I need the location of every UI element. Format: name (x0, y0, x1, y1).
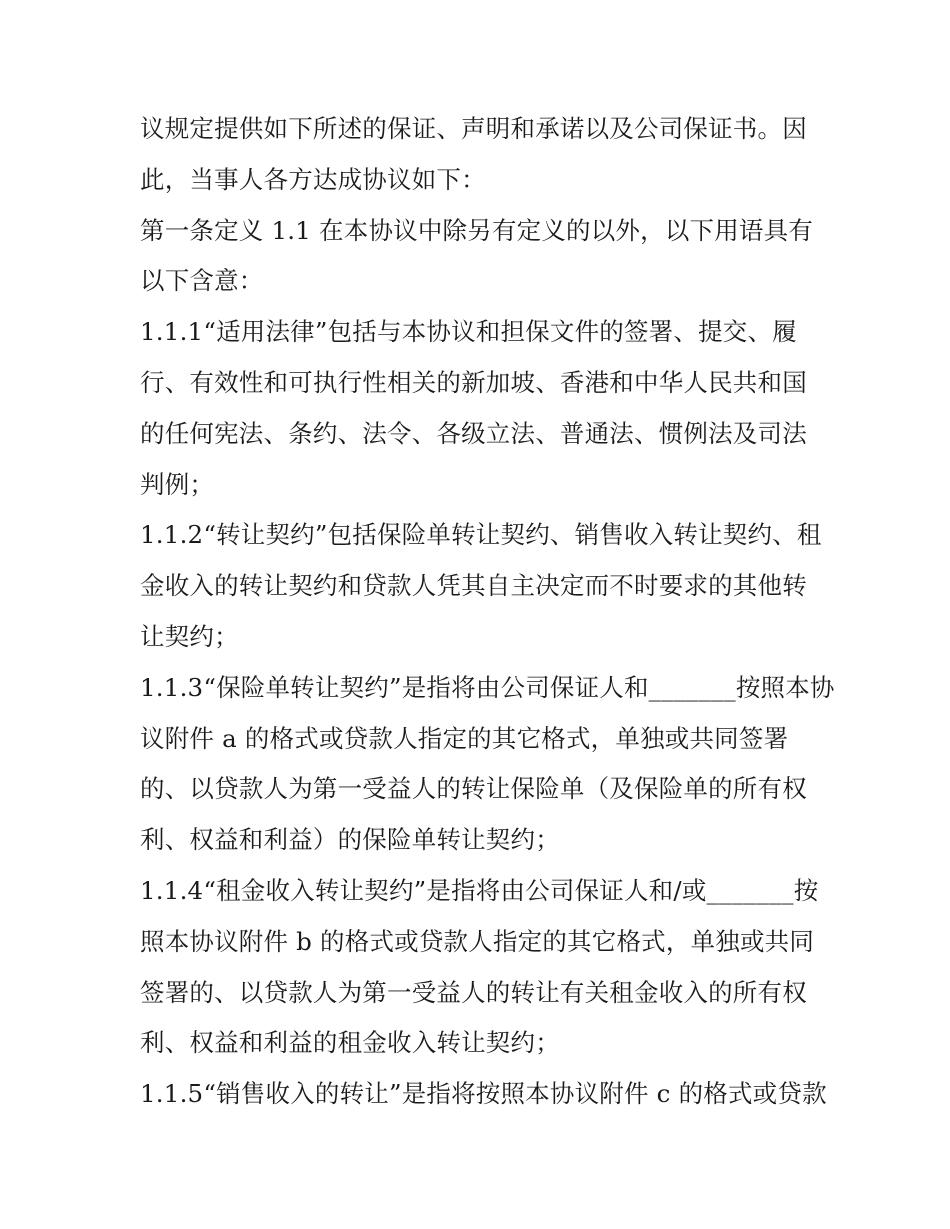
text-line-6: 行、有效性和可执行性相关的新加坡、香港和中华人民共和国 (140, 367, 807, 397)
text-line-8: 判例； (140, 469, 215, 499)
text-line-18: 签署的、以贷款人为第一受益人的转让有关租金收入的所有权 (140, 977, 807, 1007)
text-line-1: 议规定提供如下所述的保证、声明和承诺以及公司保证书。因 (140, 114, 807, 143)
text-line-7: 的任何宪法、条约、法令、各级立法、普通法、惯例法及司法 (140, 418, 807, 448)
text-line-14: 的、以贷款人为第一受益人的转让保险单（及保险单的所有权 (140, 774, 807, 804)
text-line-13: 议附件 a 的格式或贷款人指定的其它格式，单独或共同签署 (140, 723, 789, 753)
text-line-15: 利、权益和利益）的保险单转让契约； (140, 825, 560, 855)
text-line-10: 金收入的转让契约和贷款人凭其自主决定而不时要求的其他转 (140, 571, 807, 601)
document-body-text (140, 104, 835, 1120)
text-line-5: 1.1.1“适用法律”包括与本协议和担保文件的签署、提交、履 (140, 317, 797, 347)
text-line-19: 利、权益和利益的租金收入转让契约； (140, 1028, 560, 1058)
text-line-3: 第一条定义 1.1 在本协议中除另有定义的以外，以下用语具有 (140, 215, 814, 245)
text-line-11: 让契约； (140, 621, 239, 651)
text-line-12: 1.1.3“保险单转让契约”是指将由公司保证人和_______按照本协 (140, 672, 835, 702)
text-line-16: 1.1.4“租金收入转让契约”是指将由公司保证人和/或_______按 (140, 875, 819, 905)
text-line-9: 1.1.2“转让契约”包括保险单转让契约、销售收入转让契约、租 (140, 520, 822, 550)
text-line-17: 照本协议附件 b 的格式或贷款人指定的其它格式，单独或共同 (140, 926, 815, 956)
text-line-20: 1.1.5“销售收入的转让”是指将按照本协议附件 c 的格式或贷款 (140, 1079, 827, 1109)
text-line-4: 以下含意： (140, 266, 264, 296)
text-line-2: 此，当事人各方达成协议如下： (140, 164, 486, 194)
